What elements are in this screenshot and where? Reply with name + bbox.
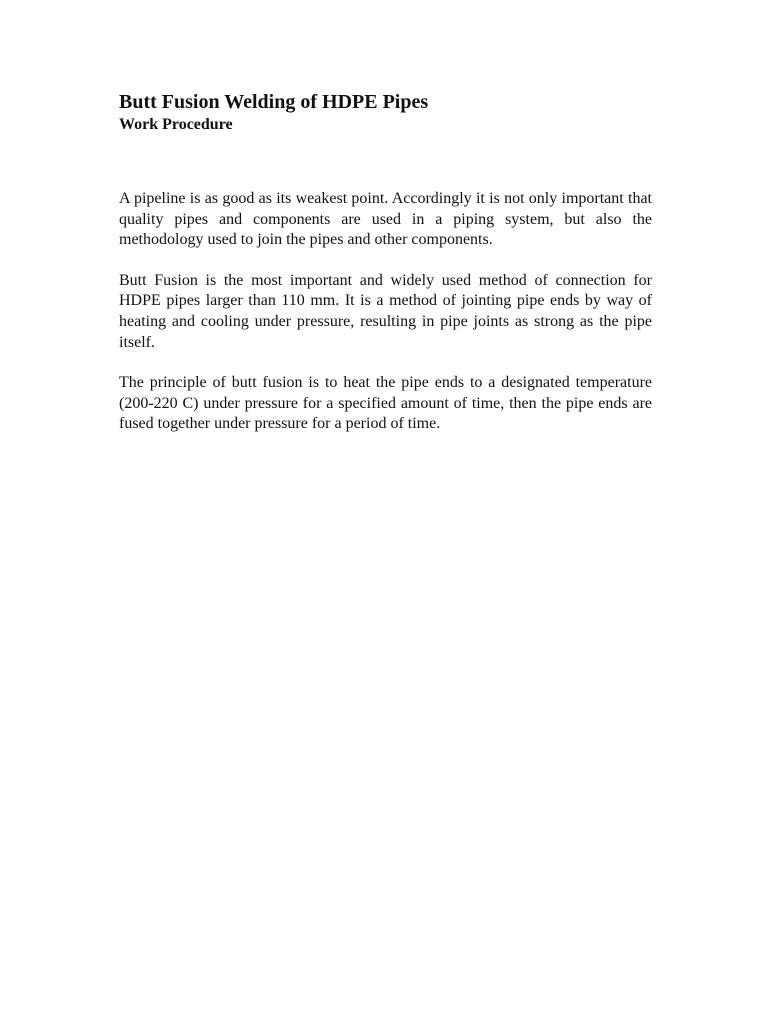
paragraph-intro: A pipeline is as good as its weakest point. Accordingly it is not only important that quality pipes and components are used in a piping system, but also the methodology used to join the pipes and other components. — [119, 190, 652, 249]
document-content — [119, 90, 652, 455]
paragraph-principle: The principle of butt fusion is to heat the pipe ends to a designated temperature (200-220 C) under pressure for a specified amount of time, then the pipe ends are fused together under pressure for a period of time. — [119, 374, 652, 433]
document-subtitle: Work Procedure — [119, 116, 233, 133]
document-title: Butt Fusion Welding of HDPE Pipes — [119, 91, 429, 113]
document-body — [119, 189, 652, 435]
paragraph-butt-fusion: Butt Fusion is the most important and widely used method of connection for HDPE pipes larger than 110 mm. It is a method of jointing pipe ends by way of heating and cooling under pressure, resulting in pipe joints as strong as the pipe itself. — [119, 271, 652, 351]
